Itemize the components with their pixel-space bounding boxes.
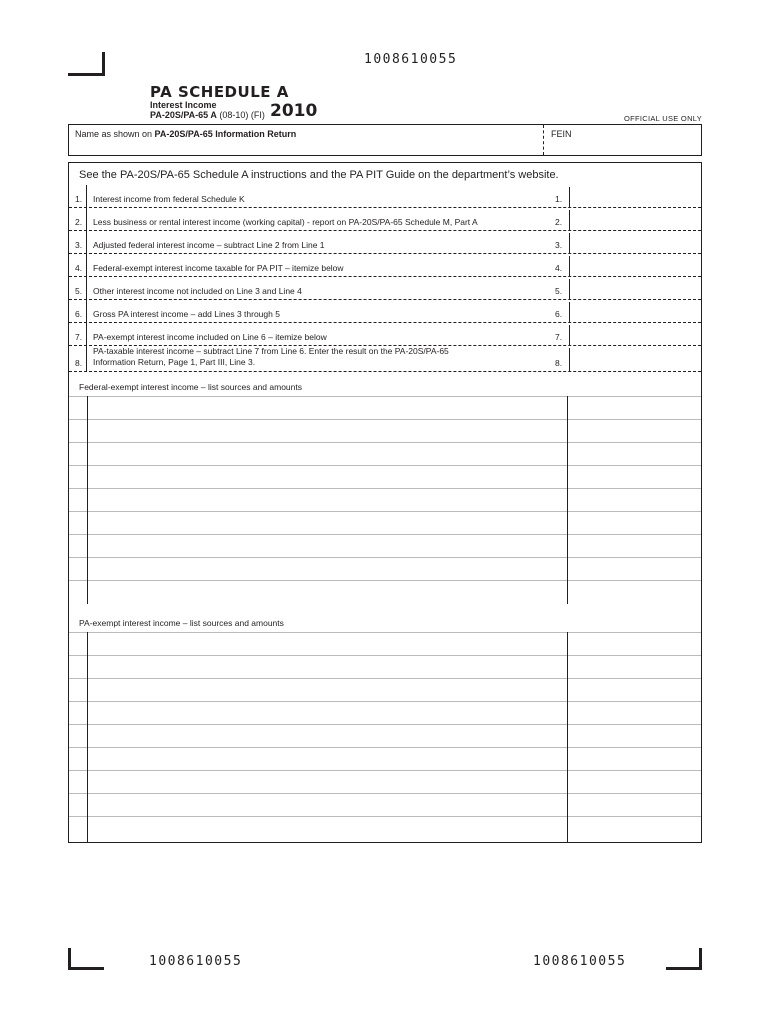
line-item [69, 208, 701, 231]
tax-year: 2010 [270, 101, 318, 121]
corner-mark-bottom-left-horizontal [68, 967, 104, 970]
federal-exempt-row[interactable] [69, 419, 701, 443]
line-number: 2. [75, 217, 83, 227]
pa-exempt-row[interactable] [69, 816, 701, 843]
pa-exempt-row[interactable] [69, 632, 701, 656]
line-ref: 7. [555, 332, 563, 342]
line-number-divider [86, 231, 87, 254]
name-label-bold: PA-20S/PA-65 Information Return [154, 129, 297, 139]
fein-field[interactable] [545, 139, 701, 155]
line-item [69, 254, 701, 277]
line-description: Federal-exempt interest income taxable for PA PIT – itemize below [93, 263, 344, 273]
barcode-number-top: 1008610055 [364, 52, 458, 67]
federal-exempt-row[interactable] [69, 580, 701, 605]
line-description-part2: Information Return, Page 1, Part III, Line 3. [93, 357, 256, 367]
federal-exempt-row[interactable] [69, 534, 701, 558]
line-number: 4. [75, 263, 83, 273]
line-item [69, 300, 701, 323]
line-number: 6. [75, 309, 83, 319]
corner-mark-bottom-right-horizontal [666, 967, 702, 970]
line-item [69, 231, 701, 254]
line-amount-field[interactable] [569, 279, 702, 300]
pa-exempt-col-divider-left [87, 632, 88, 842]
form-number [150, 110, 265, 120]
federal-exempt-row[interactable] [69, 465, 701, 489]
line-item [69, 277, 701, 300]
line-number-divider [86, 254, 87, 277]
line-description: Less business or rental interest income (working capital) - report on PA-20S/PA-65 Schedule M, Part A [93, 217, 478, 227]
line-amount-field[interactable] [569, 233, 702, 254]
schedule-main-box [68, 162, 702, 843]
name-label [75, 129, 296, 139]
line-amount-field[interactable] [569, 348, 702, 372]
federal-exempt-col-divider-right [567, 396, 568, 604]
line-ref: 1. [555, 194, 563, 204]
line-ref: 5. [555, 286, 563, 296]
line-item [69, 323, 701, 346]
name-field[interactable] [69, 139, 541, 155]
line-divider [69, 371, 701, 372]
line-number-divider [86, 277, 87, 300]
line-number-divider [86, 346, 87, 372]
pa-exempt-row[interactable] [69, 655, 701, 679]
form-number-code: PA-20S/PA-65 A [150, 110, 217, 120]
line-ref: 6. [555, 309, 563, 319]
line-description: Interest income from federal Schedule K [93, 194, 245, 204]
form-revision: (08-10) (FI) [219, 110, 265, 120]
line-item [69, 185, 701, 208]
line-amount-field[interactable] [569, 256, 702, 277]
line-item [69, 346, 701, 372]
line-description: Other interest income not included on Line 3 and Line 4 [93, 286, 302, 296]
instructions-text: See the PA-20S/PA-65 Schedule A instructions and the PA PIT Guide on the department’s website. [79, 169, 559, 181]
line-number: 5. [75, 286, 83, 296]
name-fein-box [68, 124, 702, 156]
line-ref: 2. [555, 217, 563, 227]
line-amount-field[interactable] [569, 325, 702, 346]
barcode-number-bottom-left: 1008610055 [149, 954, 243, 969]
line-ref: 3. [555, 240, 563, 250]
pa-exempt-row[interactable] [69, 678, 701, 702]
federal-exempt-table [69, 396, 701, 604]
pa-exempt-section-label: PA-exempt interest income – list sources and amounts [79, 618, 284, 628]
line-number-divider [86, 208, 87, 231]
federal-exempt-row[interactable] [69, 488, 701, 512]
barcode-number-bottom-right: 1008610055 [533, 954, 627, 969]
pa-exempt-table [69, 632, 701, 842]
line-number: 3. [75, 240, 83, 250]
line-number: 7. [75, 332, 83, 342]
line-number-divider [86, 300, 87, 323]
name-fein-divider [543, 125, 544, 155]
federal-exempt-col-divider-left [87, 396, 88, 604]
line-number-divider [86, 185, 87, 208]
line-number: 1. [75, 194, 83, 204]
pa-exempt-row[interactable] [69, 793, 701, 817]
pa-exempt-row[interactable] [69, 770, 701, 794]
line-description: Adjusted federal interest income – subtract Line 2 from Line 1 [93, 240, 325, 250]
federal-exempt-row[interactable] [69, 396, 701, 420]
line-amount-field[interactable] [569, 302, 702, 323]
line-description: Gross PA interest income – add Lines 3 through 5 [93, 309, 280, 319]
fein-label: FEIN [551, 129, 572, 139]
line-description-part1: PA-taxable interest income – subtract Line 7 from Line 6. Enter the result on the PA-20S/PA-65 [93, 346, 449, 356]
corner-mark-top-vertical [102, 52, 105, 76]
corner-mark-top-horizontal [68, 73, 105, 76]
line-amount-field[interactable] [569, 210, 702, 231]
pa-exempt-row[interactable] [69, 724, 701, 748]
line-description [93, 346, 533, 368]
pa-exempt-row[interactable] [69, 701, 701, 725]
name-label-prefix: Name as shown on [75, 129, 155, 139]
line-description: PA-exempt interest income included on Line 6 – itemize below [93, 332, 327, 342]
pa-exempt-col-divider-right [567, 632, 568, 842]
line-ref: 4. [555, 263, 563, 273]
official-use-label: OFFICIAL USE ONLY [623, 114, 702, 123]
line-ref: 8. [555, 358, 563, 368]
line-number-divider [86, 323, 87, 346]
federal-exempt-row[interactable] [69, 442, 701, 466]
line-number: 8. [75, 358, 83, 368]
federal-exempt-row[interactable] [69, 511, 701, 535]
form-title: PA SCHEDULE A [150, 83, 289, 101]
form-subtitle: Interest Income [150, 100, 217, 110]
pa-exempt-row[interactable] [69, 747, 701, 771]
federal-exempt-section-label: Federal-exempt interest income – list sources and amounts [79, 382, 302, 392]
federal-exempt-row[interactable] [69, 557, 701, 581]
line-amount-field[interactable] [569, 187, 702, 208]
